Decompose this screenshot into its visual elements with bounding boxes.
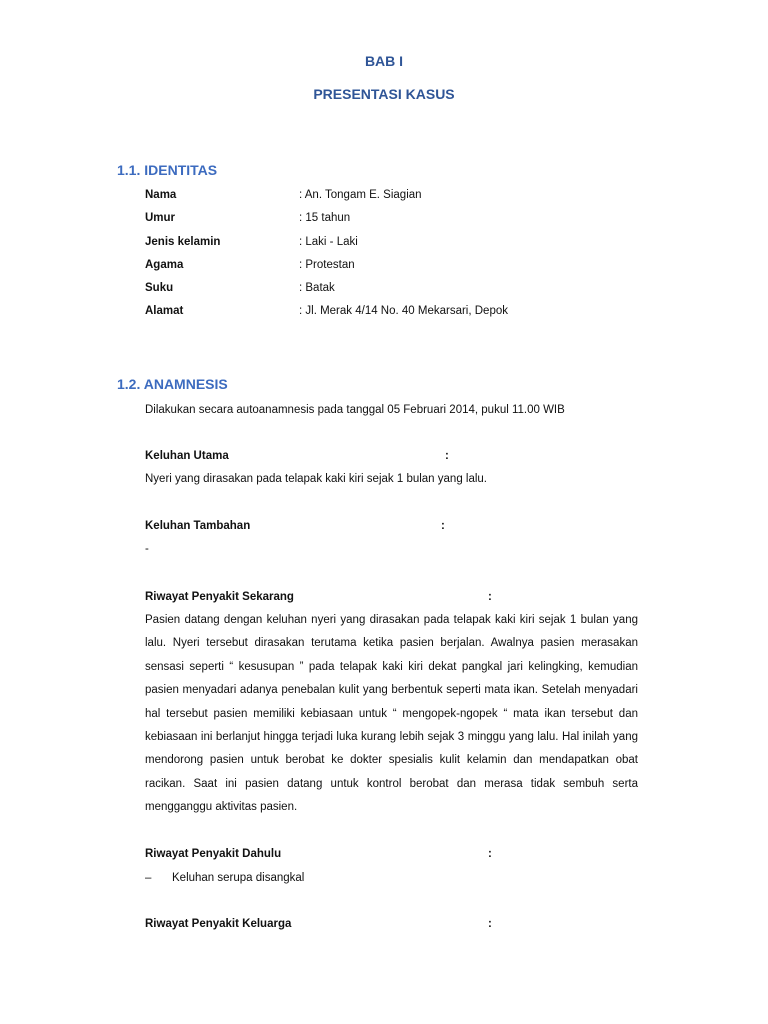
identity-value: : 15 tahun bbox=[299, 212, 351, 224]
identity-value: : Batak bbox=[299, 282, 335, 294]
riwayat-sekarang-colon: : bbox=[488, 591, 492, 603]
keluhan-utama-text: Nyeri yang dirasakan pada telapak kaki kiri sejak 1 bulan yang lalu. bbox=[145, 473, 488, 485]
identity-label: Umur bbox=[145, 212, 176, 224]
identity-row-nama bbox=[145, 189, 645, 207]
bullet-text: Keluhan serupa disangkal bbox=[172, 872, 305, 884]
identity-label: Jenis kelamin bbox=[145, 236, 221, 248]
identity-value: : Protestan bbox=[299, 259, 355, 271]
riwayat-dahulu-label: Riwayat Penyakit Dahulu bbox=[145, 848, 282, 860]
keluhan-tambahan-colon: : bbox=[441, 520, 445, 532]
identity-value: : An. Tongam E. Siagian bbox=[299, 189, 422, 201]
keluhan-tambahan-text: - bbox=[145, 543, 149, 555]
identity-label: Agama bbox=[145, 259, 184, 271]
riwayat-sekarang-paragraph: Pasien datang dengan keluhan nyeri yang dirasakan pada telapak kaki kiri sejak 1 bulan yang lalu. Nyeri tersebut dirasakan terutama ketika pasien berjalan. Awalnya pasien merasakan sensasi seperti “ kesusupan ” pada telapak kaki kiri dekat pangkal jari kelingking, kemudian pasien menyadari adanya penebalan kulit yang berbentuk seperti mata ikan. Setelah menyadari hal tersebut pasien memiliki kebiasaan untuk “ mengopek-ngopek “ mata ikan tersebut dan kebiasaan ini berlanjut hingga terjadi luka kurang lebih sejak 3 minggu yang lalu. Hal inilah yang mendorong pasien untuk berobat ke dokter spesialis kulit kelamin dan mendapatkan obat racikan. Saat ini pasien datang untuk kontrol berobat dan merasa tidak sembuh serta mengganggu aktivitas pasien. bbox=[145, 614, 638, 814]
section-heading-identitas: 1.1. IDENTITAS bbox=[117, 162, 218, 178]
riwayat-keluarga-label: Riwayat Penyakit Keluarga bbox=[145, 918, 292, 930]
section-heading-anamnesis: 1.2. ANAMNESIS bbox=[117, 376, 228, 392]
riwayat-sekarang-label: Riwayat Penyakit Sekarang bbox=[145, 591, 294, 603]
bullet-dash: – bbox=[145, 872, 152, 884]
keluhan-tambahan-label: Keluhan Tambahan bbox=[145, 520, 251, 532]
identity-label: Suku bbox=[145, 282, 174, 294]
keluhan-utama-label: Keluhan Utama bbox=[145, 450, 229, 462]
identity-row-suku bbox=[145, 282, 645, 300]
anamnesis-intro: Dilakukan secara autoanamnesis pada tanggal 05 Februari 2014, pukul 11.00 WIB bbox=[145, 404, 565, 416]
identity-row-umur bbox=[145, 212, 645, 230]
identity-value: : Jl. Merak 4/14 No. 40 Mekarsari, Depok bbox=[299, 305, 508, 317]
identity-label: Nama bbox=[145, 189, 177, 201]
identity-label: Alamat bbox=[145, 305, 184, 317]
chapter-number: BAB I bbox=[364, 53, 404, 69]
identity-value: : Laki - Laki bbox=[299, 236, 358, 248]
riwayat-keluarga-colon: : bbox=[488, 918, 492, 930]
identity-row-jenis-kelamin bbox=[145, 236, 645, 254]
identity-row-agama bbox=[145, 259, 645, 277]
identity-row-alamat bbox=[145, 305, 645, 323]
riwayat-dahulu-colon: : bbox=[488, 848, 492, 860]
chapter-title: PRESENTASI KASUS bbox=[313, 86, 455, 102]
keluhan-utama-colon: : bbox=[445, 450, 449, 462]
